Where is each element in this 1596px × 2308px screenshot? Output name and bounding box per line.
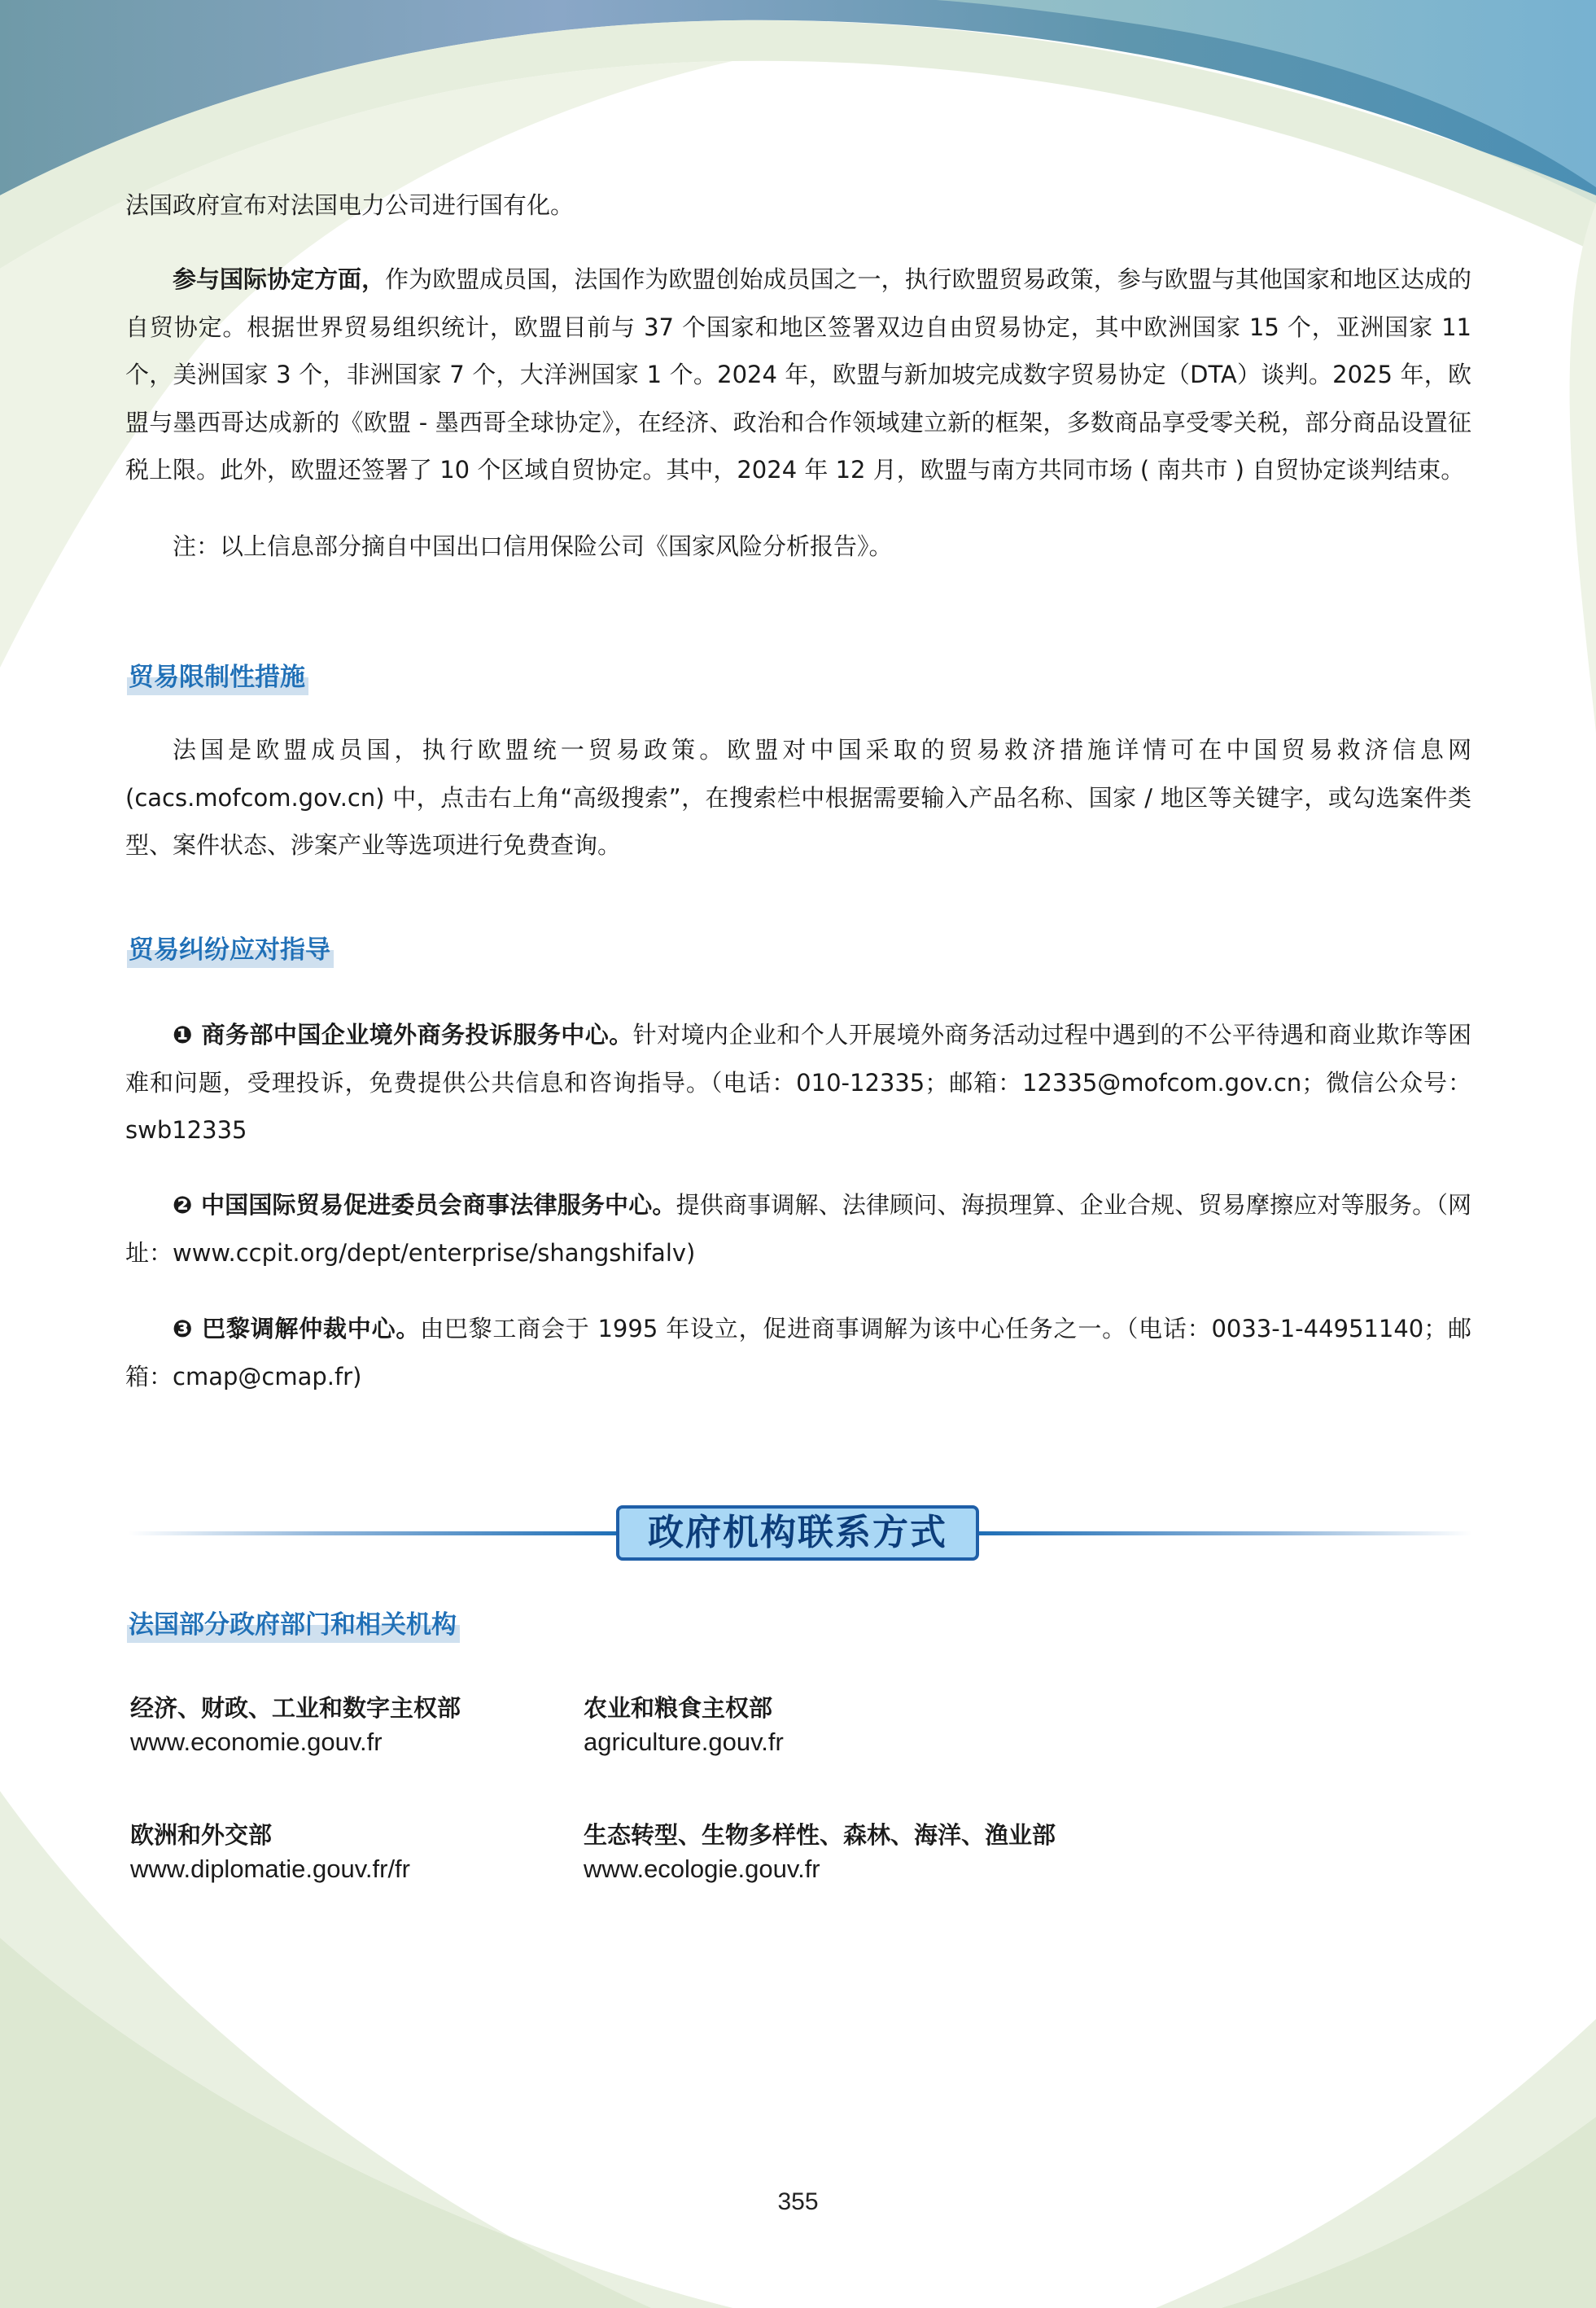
agency-contact (584, 1818, 1056, 1886)
dispute-guidance-heading: 贸易纠纷应对指导 (127, 931, 334, 968)
page-number: 355 (777, 2188, 819, 2215)
agencies-heading: 法国部分政府部门和相关机构 (127, 1605, 460, 1643)
dispute-item-2 (125, 1181, 1471, 1277)
agency-name: 生态转型、生物多样性、森林、海洋、渔业部 (584, 1821, 1056, 1849)
agency-name: 欧洲和外交部 (130, 1821, 273, 1849)
intro-paragraph: 法国政府宣布对法国电力公司进行国有化。 (125, 191, 575, 219)
dispute-item-3-body: 由巴黎工商会于 1995 年设立，促进商事调解为该中心任务之一。（电话：0033-1-44951140；邮箱：cmap@cmap.fr) (125, 1315, 1471, 1390)
contacts-banner-title: 政府机构联系方式 (616, 1505, 979, 1561)
agreements-body: 作为欧盟成员国，法国作为欧盟创始成员国之一，执行欧盟贸易政策，参与欧盟与其他国家和地区达成的自贸协定。根据世界贸易组织统计，欧盟目前与 37 个国家和地区签署双边自由贸易协定，其中欧洲国家 15 个，亚洲国家 11 个，美洲国家 3 个，非洲国家 7 个，大洋洲国家 1 个。2024 年，欧盟与新加坡完成数字贸易协定（DTA）谈判。2025 年，欧盟与墨西哥达成新的《欧盟 - 墨西哥全球协定》，在经济、政治和合作领域建立新的框架，多数商品享受零关税，部分商品设置征税上限。此外，欧盟还签署了 10 个区域自贸协定。其中，2024 年 12 月，欧盟与南方共同市场 ( 南共市 ) 自贸协定谈判结束。 (125, 265, 1471, 484)
dispute-item-2-body: 提供商事调解、法律顾问、海损理算、企业合规、贸易摩擦应对等服务。（网址：www.ccpit.org/dept/enterprise/shangshifalv) (125, 1191, 1471, 1267)
dispute-item-2-lead: ❷ 中国国际贸易促进委员会商事法律服务中心。 (173, 1191, 676, 1219)
dispute-item-1-body: 针对境内企业和个人开展境外商务活动过程中遇到的不公平待遇和商业欺诈等困难和问题，受理投诉，免费提供公共信息和咨询指导。（电话：010-12335；邮箱：12335@mofcom.gov.cn；微信公众号：swb12335 (125, 1021, 1471, 1144)
agreements-paragraph (125, 256, 1471, 494)
dispute-item-3-lead: ❸ 巴黎调解仲裁中心。 (173, 1315, 421, 1342)
agency-contact (584, 1691, 784, 1759)
agency-contact (130, 1818, 410, 1886)
agency-url[interactable]: www.economie.gouv.fr (130, 1728, 383, 1756)
agency-name: 农业和粮食主权部 (584, 1694, 773, 1722)
agency-contact (130, 1691, 461, 1759)
dispute-item-3 (125, 1305, 1471, 1400)
agreements-lead: 参与国际协定方面， (173, 265, 386, 293)
agency-url[interactable]: www.diplomatie.gouv.fr/fr (130, 1855, 410, 1883)
source-note: 注：以上信息部分摘自中国出口信用保险公司《国家风险分析报告》。 (173, 532, 893, 560)
agency-name: 经济、财政、工业和数字主权部 (130, 1694, 461, 1722)
agency-url[interactable]: www.ecologie.gouv.fr (584, 1855, 820, 1883)
trade-restrictions-paragraph: 法国是欧盟成员国，执行欧盟统一贸易政策。欧盟对中国采取的贸易救济措施详情可在中国贸易救济信息网 (cacs.mofcom.gov.cn) 中，点击右上角“高级搜索”，在搜索栏中根据需要输入产品名称、国家 / 地区等关键字，或勾选案件类型、案件状态、涉案产业等选项进行免费查询。 (125, 736, 1471, 859)
agency-url[interactable]: agriculture.gouv.fr (584, 1728, 784, 1756)
dispute-item-1-lead: ❶ 商务部中国企业境外商务投诉服务中心。 (173, 1021, 633, 1049)
banner-divider-right (979, 1531, 1472, 1535)
trade-restrictions-heading: 贸易限制性措施 (127, 658, 308, 695)
dispute-item-1 (125, 1011, 1471, 1154)
banner-divider-left (129, 1531, 617, 1535)
